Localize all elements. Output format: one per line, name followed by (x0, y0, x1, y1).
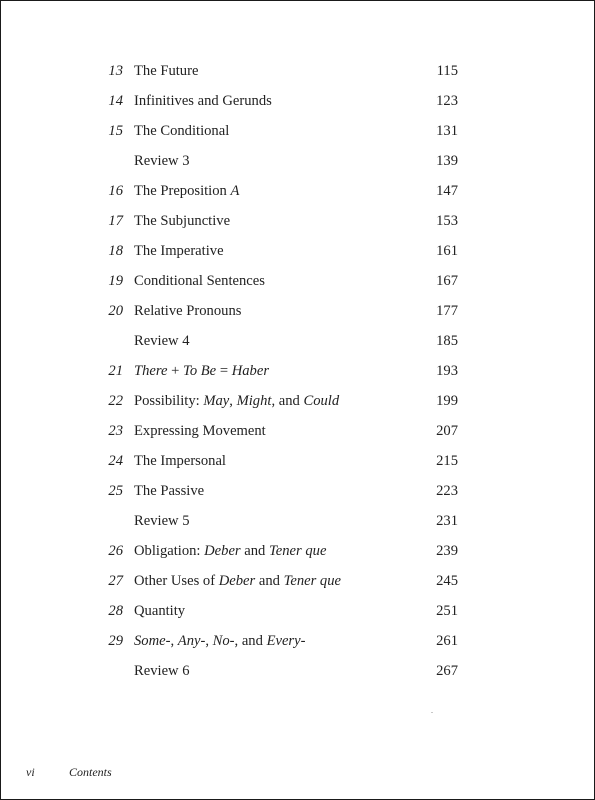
chapter-title-segment: Review 3 (134, 153, 190, 169)
chapter-title-italic-segment: Some- (134, 633, 171, 649)
toc-entry (1, 629, 594, 659)
chapter-title-segment: , (205, 633, 213, 649)
chapter-title-italic-segment: May (203, 393, 230, 409)
toc-entry (1, 659, 594, 689)
chapter-title-italic-segment: Could (303, 393, 340, 409)
chapter-title (134, 329, 190, 353)
chapter-title-segment: The Preposition (134, 183, 231, 199)
page-reference: 185 (436, 333, 458, 349)
chapter-number: 23 (108, 423, 123, 439)
chapter-title-italic-segment: Deber (218, 573, 256, 589)
page-reference: 207 (436, 423, 458, 439)
toc-entry (1, 299, 594, 329)
chapter-title-segment: Review 6 (134, 663, 190, 679)
toc-entry (1, 149, 594, 179)
chapter-title (134, 569, 341, 593)
chapter-title (134, 239, 224, 263)
chapter-title-segment: The Future (134, 63, 199, 79)
chapter-title (134, 119, 229, 143)
chapter-number: 20 (108, 303, 123, 319)
chapter-title-segment: = (216, 363, 232, 379)
chapter-number: 28 (108, 603, 123, 619)
chapter-title-segment: , and (234, 633, 267, 649)
page-reference: 177 (436, 303, 458, 319)
chapter-title-segment: The Passive (134, 483, 205, 499)
chapter-title-segment: , (229, 393, 237, 409)
chapter-title (134, 209, 230, 233)
chapter-title-segment: and (255, 573, 284, 589)
chapter-number: 27 (108, 573, 123, 589)
toc-entry (1, 239, 594, 269)
page-reference: 251 (436, 603, 458, 619)
chapter-title (134, 179, 239, 203)
page-reference: 167 (436, 273, 458, 289)
chapter-title (134, 629, 305, 653)
toc-entry (1, 479, 594, 509)
page-reference: 115 (436, 63, 458, 79)
chapter-title (134, 599, 185, 623)
chapter-title (134, 59, 198, 83)
chapter-title-segment: Infinitives and Gerunds (134, 93, 272, 109)
page-reference: 193 (436, 363, 458, 379)
toc-entry (1, 119, 594, 149)
toc-entry (1, 59, 594, 89)
chapter-title-segment: Conditional Sentences (134, 273, 265, 289)
page-reference: 267 (436, 663, 458, 679)
chapter-title-italic-segment: Tener que (283, 573, 342, 589)
page-reference: 245 (436, 573, 458, 589)
chapter-title (134, 389, 339, 413)
chapter-title-segment: and (240, 543, 269, 559)
chapter-title (134, 269, 265, 293)
chapter-title-italic-segment: Might (236, 393, 272, 409)
chapter-title (134, 479, 204, 503)
chapter-number: 22 (108, 393, 123, 409)
toc-entry (1, 599, 594, 629)
toc-entry (1, 209, 594, 239)
running-footer-title: Contents (69, 765, 112, 779)
page-reference: 161 (436, 243, 458, 259)
chapter-title (134, 359, 269, 383)
page-reference: 123 (436, 93, 458, 109)
toc-entry (1, 449, 594, 479)
chapter-title (134, 299, 241, 323)
page-reference: 153 (436, 213, 458, 229)
page-reference: 147 (436, 183, 458, 199)
toc-entry (1, 389, 594, 419)
chapter-number: 21 (108, 363, 123, 379)
toc-entry (1, 269, 594, 299)
chapter-number: 17 (108, 213, 123, 229)
page-reference: 239 (436, 543, 458, 559)
chapter-title-italic-segment: There (134, 363, 168, 379)
page-reference: 223 (436, 483, 458, 499)
chapter-title-italic-segment: Every- (266, 633, 306, 649)
chapter-title-italic-segment: Any- (177, 633, 206, 649)
chapter-title (134, 539, 326, 563)
toc-entry (1, 179, 594, 209)
toc-entry (1, 509, 594, 539)
chapter-title-italic-segment: Tener que (269, 543, 327, 559)
chapter-title (134, 419, 266, 443)
chapter-title-segment: , and (271, 393, 304, 409)
chapter-title-segment: Review 5 (134, 513, 190, 529)
chapter-number: 19 (108, 273, 123, 289)
paper-speck (431, 712, 433, 713)
chapter-number: 14 (108, 93, 123, 109)
chapter-title-segment: The Conditional (134, 123, 230, 139)
chapter-title-italic-segment: Deber (204, 543, 241, 559)
chapter-title (134, 509, 190, 533)
chapter-title-segment: Other Uses of (134, 573, 219, 589)
chapter-title-segment: The Impersonal (134, 453, 226, 469)
page-reference: 261 (436, 633, 458, 649)
toc-entry (1, 89, 594, 119)
chapter-title (134, 89, 272, 113)
chapter-title-segment: Expressing Movement (134, 423, 266, 439)
page-reference: 131 (436, 123, 458, 139)
chapter-title-segment: Review 4 (134, 333, 190, 349)
page-reference: 215 (436, 453, 458, 469)
chapter-number: 26 (108, 543, 123, 559)
toc-entry (1, 539, 594, 569)
toc-entry (1, 329, 594, 359)
chapter-title (134, 149, 190, 173)
page-reference: 199 (436, 393, 458, 409)
page-reference: 139 (436, 153, 458, 169)
chapter-number: 29 (108, 633, 123, 649)
chapter-title-segment: The Imperative (134, 243, 224, 259)
chapter-title-italic-segment: Haber (231, 363, 269, 379)
chapter-number: 13 (108, 63, 123, 79)
chapter-number: 15 (108, 123, 123, 139)
table-of-contents (1, 59, 594, 689)
chapter-title-segment: Possibility: (134, 393, 204, 409)
page-number: vi (26, 765, 35, 779)
chapter-title (134, 449, 226, 473)
chapter-title (134, 659, 190, 683)
chapter-number: 18 (108, 243, 123, 259)
chapter-title-segment: The Subjunctive (134, 213, 231, 229)
page-reference: 231 (436, 513, 458, 529)
toc-entry (1, 569, 594, 599)
chapter-title-italic-segment: No- (212, 633, 235, 649)
chapter-title-segment: + (167, 363, 184, 379)
chapter-title-segment: Obligation: (134, 543, 205, 559)
chapter-number: 16 (108, 183, 123, 199)
chapter-number: 24 (108, 453, 123, 469)
chapter-title-italic-segment: To Be (183, 363, 217, 379)
chapter-title-segment: Relative Pronouns (134, 303, 242, 319)
toc-entry (1, 359, 594, 389)
chapter-title-italic-segment: A (230, 183, 240, 199)
toc-entry (1, 419, 594, 449)
chapter-title-segment: , (170, 633, 178, 649)
chapter-number: 25 (108, 483, 123, 499)
chapter-title-segment: Quantity (134, 603, 186, 619)
